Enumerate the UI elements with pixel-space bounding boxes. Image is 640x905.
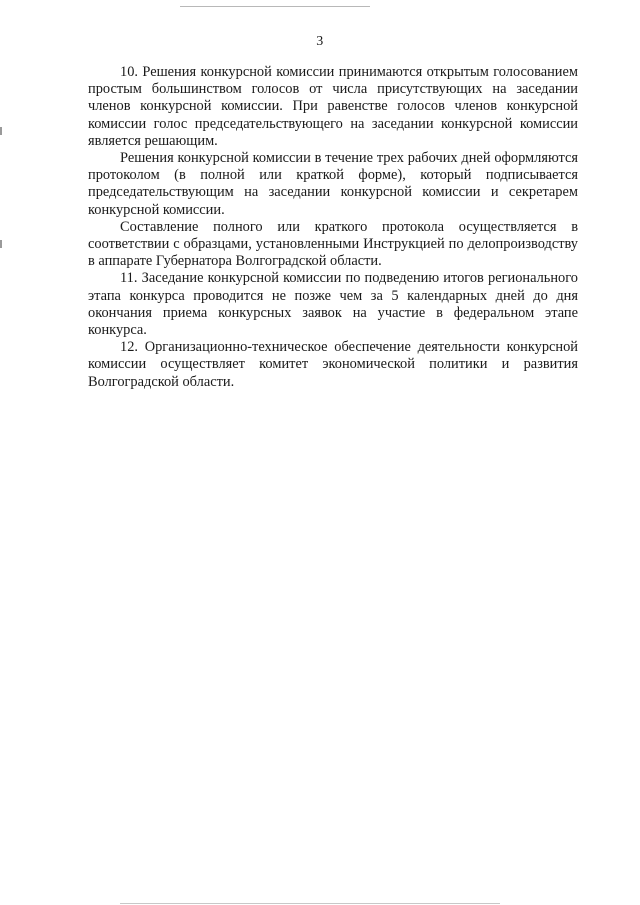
scan-margin-mark bbox=[0, 240, 2, 248]
paragraph-10: 10. Решения конкурсной комиссии принимаются открытым голосованием простым большинством голосов от числа присутствующих на заседании членов конкурсной комиссии. При равенстве голосов членов конкурсной комиссии голос председательствующего на заседании конкурсной комиссии является решающим. bbox=[88, 64, 578, 149]
scan-edge-top bbox=[180, 6, 370, 7]
paragraph-protocol: Решения конкурсной комиссии в течение трех рабочих дней оформляются протоколом (в полной или краткой форме), который подписывается председательствующим на заседании конкурсной комиссии и секретарем конкурсной комиссии. bbox=[88, 150, 578, 218]
paragraph-11: 11. Заседание конкурсной комиссии по подведению итогов регионального этапа конкурса проводится не позже чем за 5 календарных дней до дня окончания приема конкурсных заявок на участие в федеральном этапе конкурса. bbox=[88, 270, 578, 339]
paragraph-protocol-form: Составление полного или краткого протокола осуществляется в соответствии с образцами, установленными Инструкцией по делопроизводству в аппарате Губернатора Волгоградской области. bbox=[88, 218, 578, 270]
document-body bbox=[88, 64, 578, 391]
scan-margin-mark bbox=[0, 127, 2, 135]
scan-edge-bottom bbox=[120, 903, 500, 904]
paragraph-12: 12. Организационно-техническое обеспечение деятельности конкурсной комиссии осуществляет комитет экономической политики и развития Волгоградской области. bbox=[88, 339, 578, 390]
page-number: 3 bbox=[316, 34, 324, 49]
